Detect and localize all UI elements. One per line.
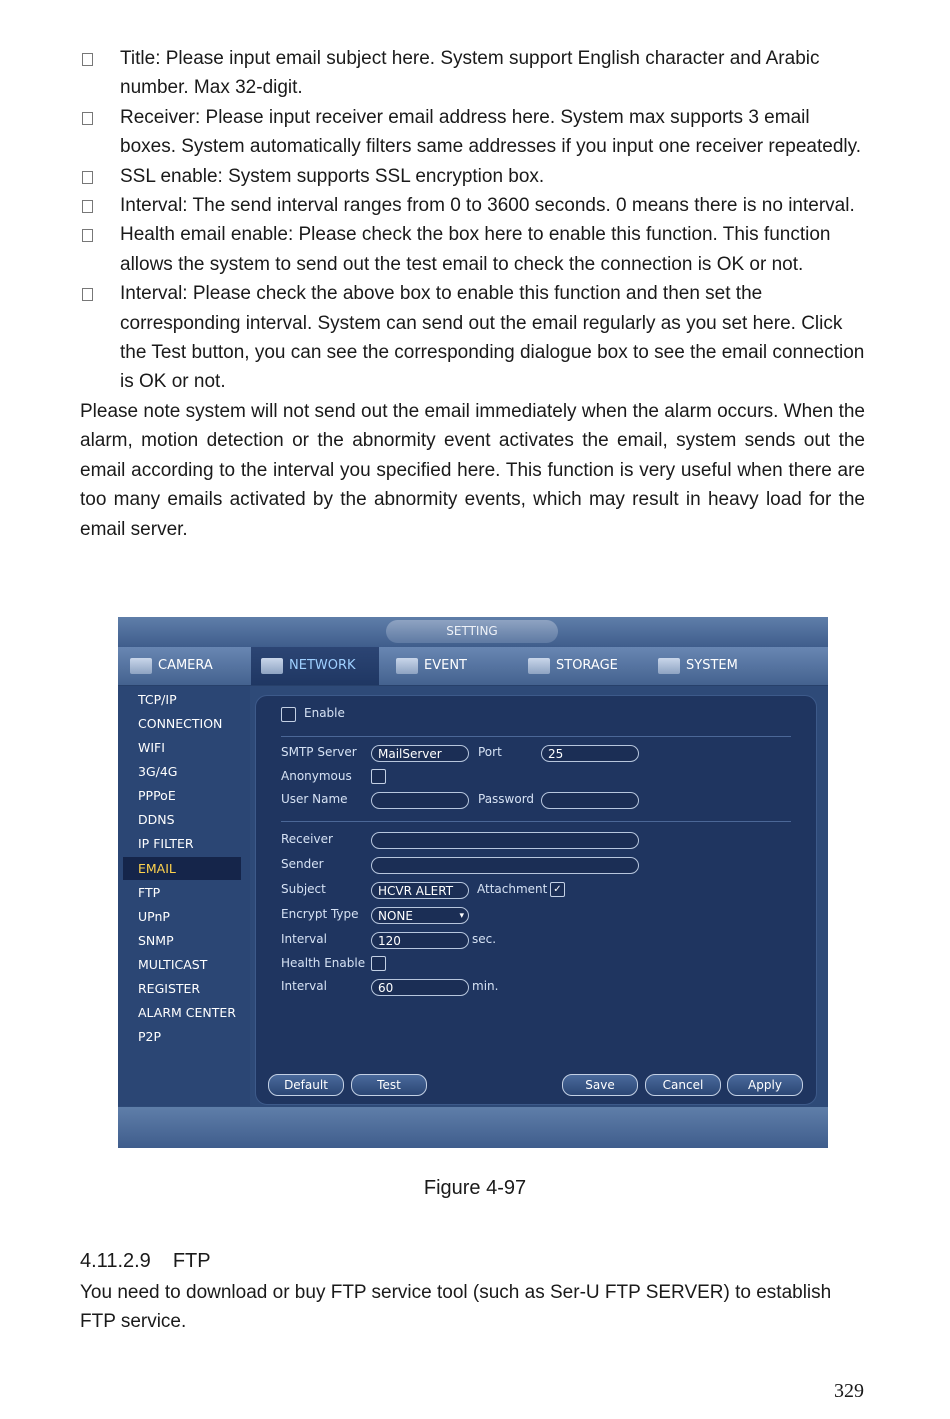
bullet-text: Receiver: Please input receiver email address here. System max supports 3 email boxes. System automatically filters same addresses if you input one receiver repeatedly. bbox=[120, 106, 861, 158]
title-bar bbox=[118, 617, 828, 647]
figure-caption: Figure 4-97 bbox=[423, 1177, 527, 1199]
bullet-item bbox=[80, 103, 865, 162]
section-title: FTP bbox=[172, 1250, 211, 1272]
bullet-text: Health email enable: Please check the box here to enable this function. This function allows the system to send out the test email to check the connection is OK or not. bbox=[120, 224, 831, 275]
bottom-bar bbox=[118, 1107, 828, 1148]
receiver-input[interactable] bbox=[371, 832, 639, 849]
network-sidebar bbox=[118, 686, 250, 1106]
subject-label: Subject bbox=[281, 882, 326, 896]
note-paragraph: Please note system will not send out the email immediately when the alarm occurs. When the alarm, motion detection or the abnormity event activates the email, system sends out the email according to the interval you specified here. This function is very useful when there are too many emails activated by the abnormity events, which may result in heavy load for the email server. bbox=[80, 400, 865, 540]
bullet-item bbox=[80, 44, 865, 103]
bullet-item bbox=[80, 220, 865, 279]
bullet-text: Title: Please input email subject here. System support English character and Arabic number. Max 32-digit. bbox=[120, 48, 820, 99]
sidebar-item-register[interactable]: REGISTER bbox=[138, 981, 201, 996]
password-input[interactable] bbox=[541, 792, 639, 809]
min-unit: min. bbox=[472, 979, 499, 993]
sidebar-item-ddns[interactable]: DDNS bbox=[138, 812, 175, 827]
divider bbox=[281, 736, 791, 737]
sidebar-item-ftp[interactable]: FTP bbox=[138, 885, 161, 900]
sidebar-item-snmp[interactable]: SNMP bbox=[138, 933, 174, 948]
sidebar-item-pppoe[interactable]: PPPoE bbox=[138, 788, 176, 803]
event-icon bbox=[396, 658, 418, 674]
port-label: Port bbox=[478, 745, 502, 759]
bullet-item bbox=[80, 279, 865, 397]
page-body bbox=[80, 44, 865, 544]
interval2-input[interactable]: 60 bbox=[371, 979, 469, 996]
email-settings-screenshot bbox=[118, 617, 828, 1148]
bullet-text: SSL enable: System supports SSL encryption box. bbox=[120, 165, 545, 187]
bullet-box-icon bbox=[82, 53, 93, 66]
sidebar-item-wifi[interactable]: WIFI bbox=[138, 740, 165, 755]
tab-storage[interactable] bbox=[528, 647, 638, 685]
encrypt-type-label: Encrypt Type bbox=[281, 907, 359, 921]
section-number: 4.11.2.9 bbox=[80, 1250, 151, 1272]
encrypt-type-select[interactable] bbox=[371, 907, 469, 924]
apply-button[interactable]: Apply bbox=[727, 1074, 803, 1096]
bullet-list bbox=[80, 44, 865, 397]
tab-label: NETWORK bbox=[289, 658, 356, 673]
smtp-server-label: SMTP Server bbox=[281, 745, 357, 759]
sidebar-item-ip-filter[interactable]: IP FILTER bbox=[138, 836, 194, 851]
enable-label: Enable bbox=[304, 706, 345, 720]
camera-icon bbox=[130, 658, 152, 674]
email-form-panel bbox=[255, 695, 817, 1105]
tab-system[interactable] bbox=[658, 647, 768, 685]
interval-input[interactable]: 120 bbox=[371, 932, 469, 949]
port-input[interactable]: 25 bbox=[541, 745, 639, 762]
receiver-label: Receiver bbox=[281, 832, 333, 846]
divider bbox=[281, 821, 791, 822]
network-icon bbox=[261, 658, 283, 674]
tab-label: EVENT bbox=[424, 658, 467, 673]
user-name-input[interactable] bbox=[371, 792, 469, 809]
test-button[interactable]: Test bbox=[351, 1074, 427, 1096]
page-number: 329 bbox=[834, 1380, 864, 1402]
bullet-text: Interval: Please check the above box to enable this function and then set the corresponding interval. System can send out the email regularly as you set here. Click the Test button, you can see the corresponding dialogue box to see the email connection is OK or not. bbox=[120, 283, 865, 393]
tab-label: SYSTEM bbox=[686, 658, 738, 673]
bullet-item bbox=[80, 191, 865, 220]
tab-network[interactable] bbox=[251, 647, 379, 685]
sidebar-item-3g4g[interactable]: 3G/4G bbox=[138, 764, 178, 779]
enable-checkbox[interactable] bbox=[281, 707, 296, 722]
bullet-box-icon bbox=[82, 112, 93, 125]
sidebar-item-multicast[interactable]: MULTICAST bbox=[138, 957, 208, 972]
bullet-box-icon bbox=[82, 288, 93, 301]
tab-label: STORAGE bbox=[556, 658, 618, 673]
bullet-box-icon bbox=[82, 171, 93, 184]
sec-unit: sec. bbox=[472, 932, 497, 946]
save-button[interactable]: Save bbox=[562, 1074, 638, 1096]
main-tabs bbox=[118, 647, 828, 686]
tab-event[interactable] bbox=[396, 647, 506, 685]
default-button[interactable]: Default bbox=[268, 1074, 344, 1096]
sidebar-item-tcpip[interactable]: TCP/IP bbox=[138, 692, 177, 707]
cancel-button[interactable]: Cancel bbox=[645, 1074, 721, 1096]
system-icon bbox=[658, 658, 680, 674]
sidebar-item-email[interactable]: EMAIL bbox=[123, 857, 241, 880]
tab-label: CAMERA bbox=[158, 658, 213, 673]
sender-label: Sender bbox=[281, 857, 324, 871]
bullet-item bbox=[80, 162, 865, 191]
sidebar-item-connection[interactable]: CONNECTION bbox=[138, 716, 223, 731]
anonymous-label: Anonymous bbox=[281, 769, 352, 783]
bullet-text: Interval: The send interval ranges from 0 to 3600 seconds. 0 means there is no interval. bbox=[120, 195, 855, 217]
user-name-label: User Name bbox=[281, 792, 348, 806]
tab-camera[interactable] bbox=[130, 647, 248, 685]
smtp-server-input[interactable]: MailServer bbox=[371, 745, 469, 762]
health-enable-checkbox[interactable] bbox=[371, 956, 386, 971]
health-enable-label: Health Enable bbox=[281, 956, 366, 970]
attachment-checkbox[interactable]: ✓ bbox=[550, 882, 565, 897]
bullet-box-icon bbox=[82, 200, 93, 213]
bullet-box-icon bbox=[82, 229, 93, 242]
subject-input[interactable]: HCVR ALERT bbox=[371, 882, 469, 899]
attachment-label: Attachment bbox=[477, 882, 548, 896]
password-label: Password bbox=[478, 792, 535, 806]
ftp-paragraph: You need to download or buy FTP service tool (such as Ser-U FTP SERVER) to establish FTP service. bbox=[80, 1282, 832, 1333]
setting-title: SETTING bbox=[386, 620, 558, 643]
sidebar-item-p2p[interactable]: P2P bbox=[138, 1029, 162, 1044]
storage-icon bbox=[528, 658, 550, 674]
sender-input[interactable] bbox=[371, 857, 639, 874]
sidebar-item-alarm-center[interactable]: ALARM CENTER bbox=[138, 1005, 236, 1020]
interval-label: Interval bbox=[281, 932, 327, 946]
sidebar-item-upnp[interactable]: UPnP bbox=[138, 909, 170, 924]
encrypt-type-value: NONE bbox=[378, 909, 413, 923]
anonymous-checkbox[interactable] bbox=[371, 769, 386, 784]
section-heading bbox=[80, 1250, 211, 1273]
interval2-label: Interval bbox=[281, 979, 327, 993]
chevron-down-icon: ▾ bbox=[459, 911, 464, 921]
